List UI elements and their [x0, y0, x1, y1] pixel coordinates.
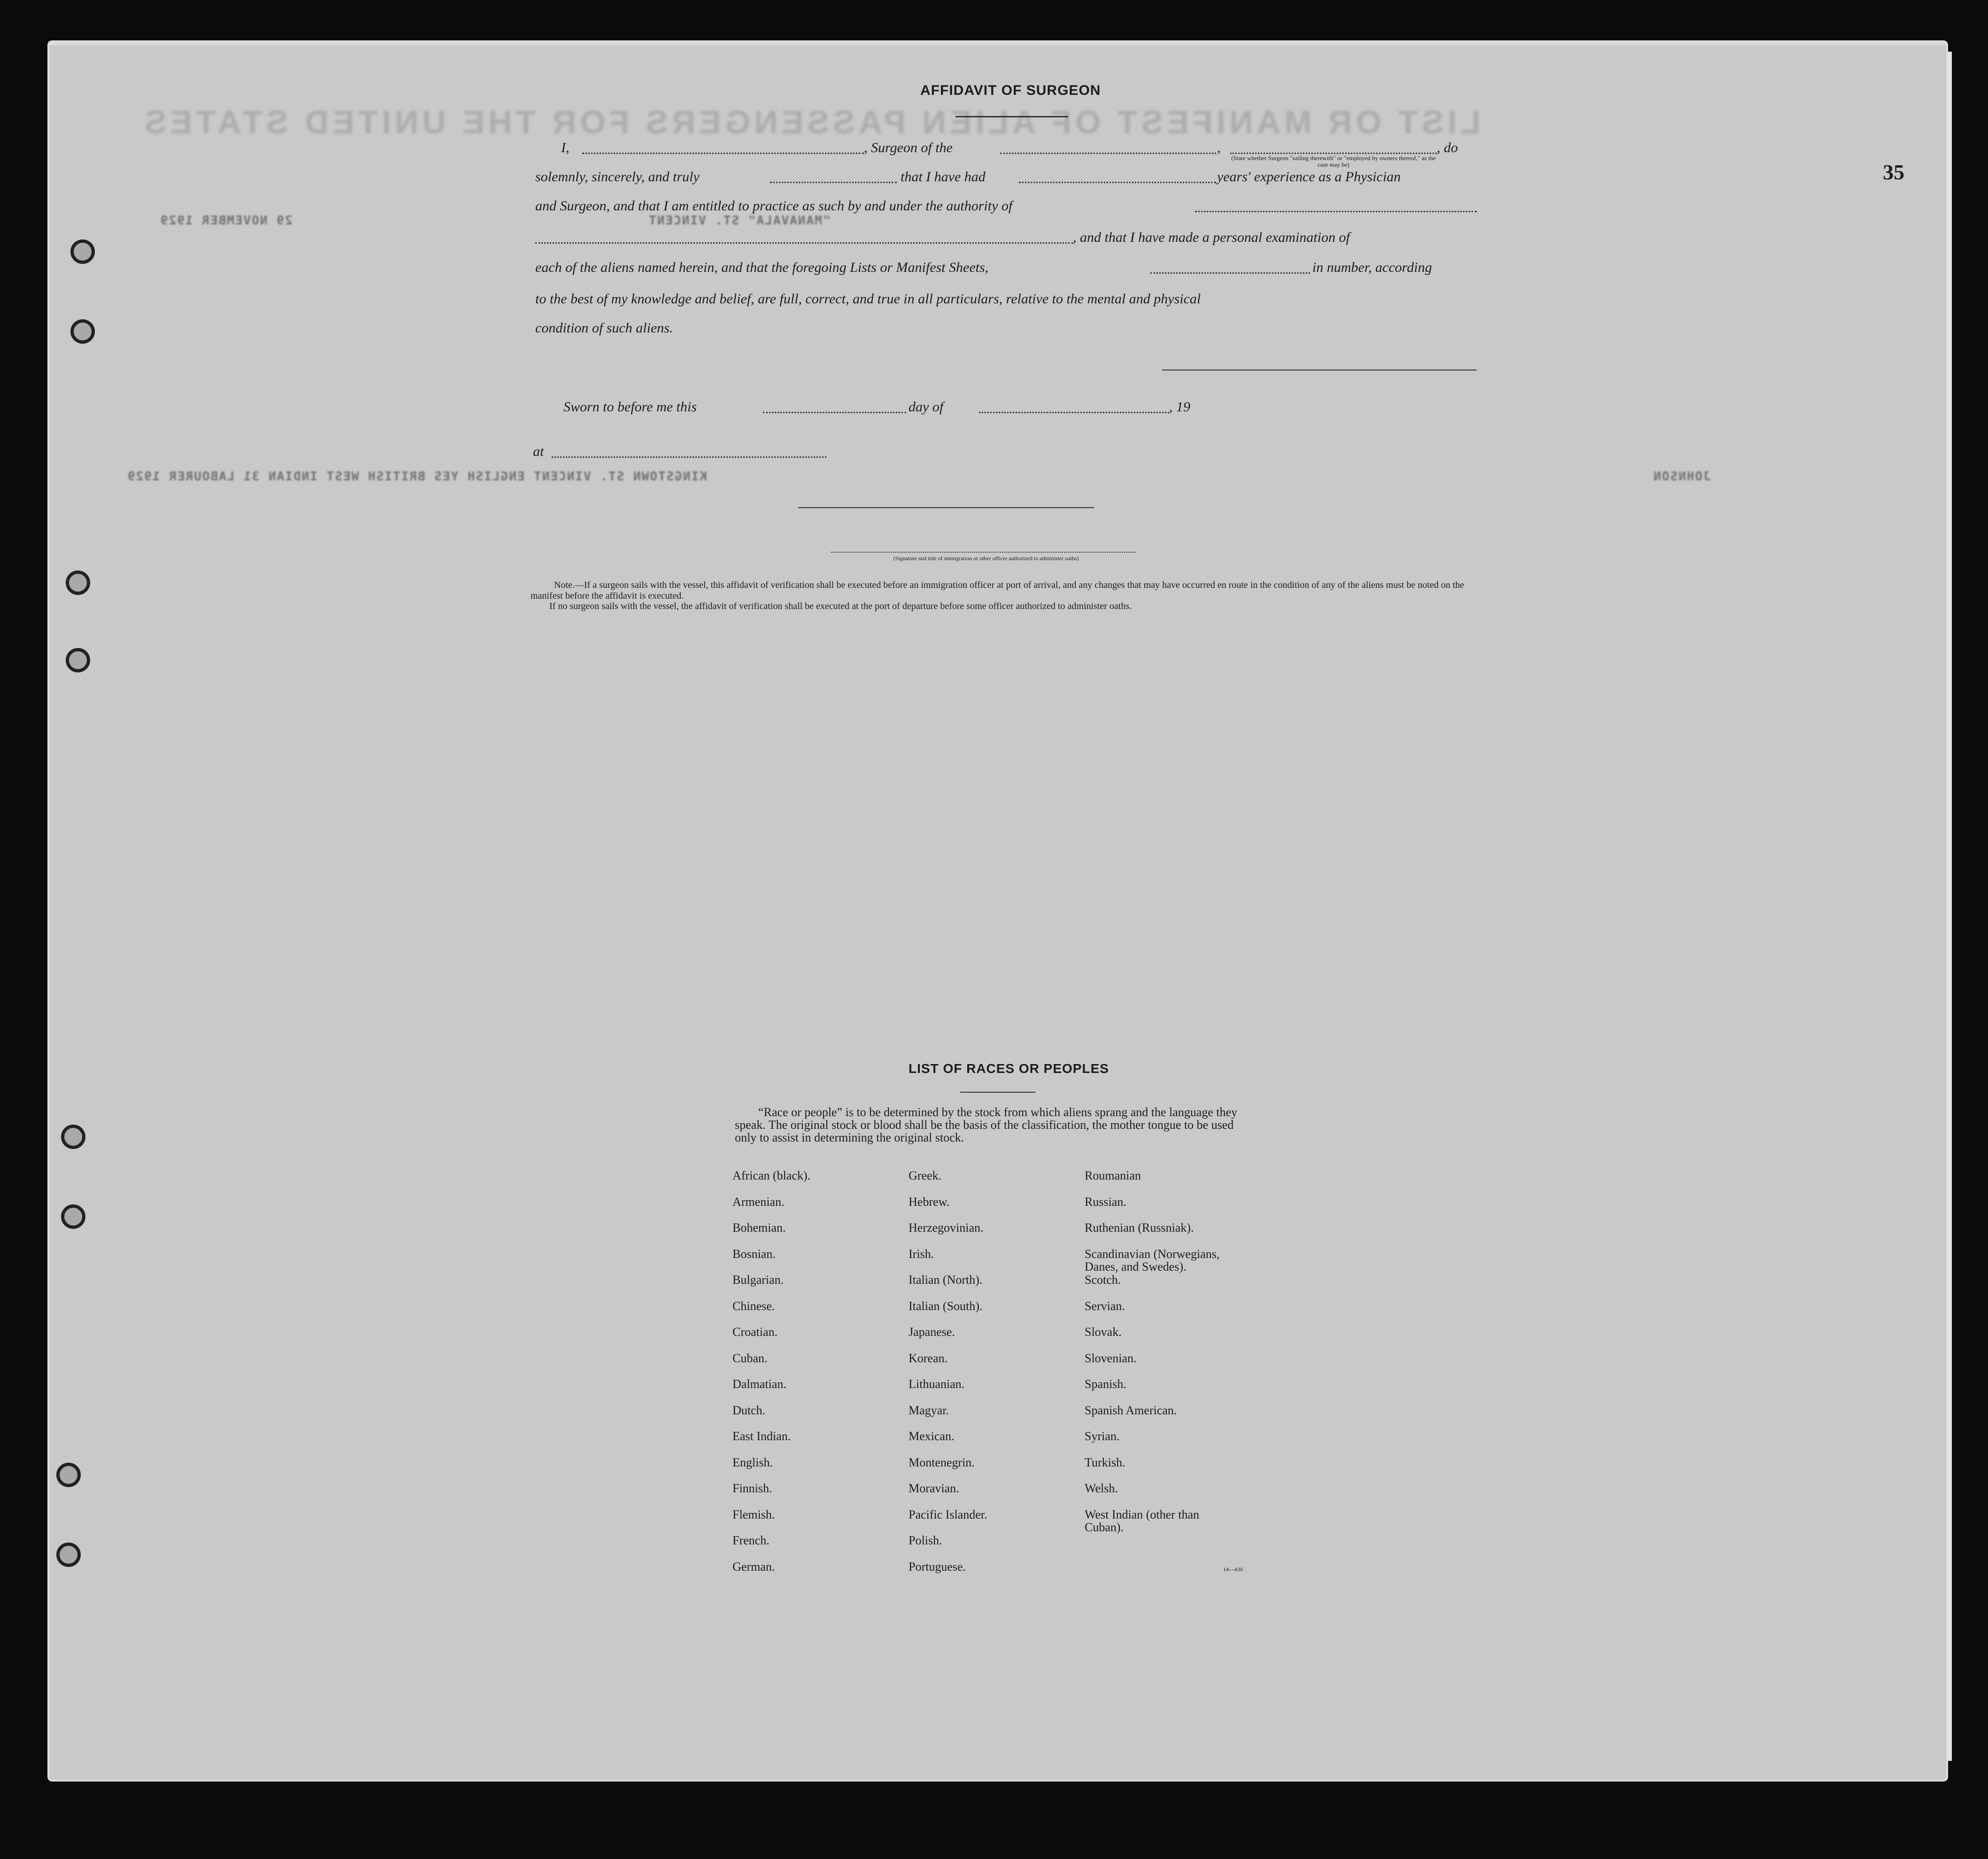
- race-entry: Irish.: [909, 1247, 934, 1261]
- affidavit-text: each of the aliens named herein, and that the foregoing Lists or Manifest Sheets,: [535, 260, 989, 275]
- race-entry: Japanese.: [909, 1325, 955, 1339]
- race-entry: Italian (North).: [909, 1273, 983, 1287]
- affidavit-text: , Surgeon of the: [864, 140, 953, 155]
- race-entry: Welsh.: [1085, 1481, 1118, 1495]
- race-entry: Roumanian: [1085, 1169, 1141, 1182]
- race-entry: Mexican.: [909, 1429, 955, 1443]
- race-entry: Dalmatian.: [732, 1377, 786, 1391]
- race-entry: Spanish.: [1085, 1377, 1126, 1391]
- binder-hole: [66, 648, 90, 672]
- blank-declaration: [770, 182, 897, 183]
- blank-authority-cont: [535, 242, 1073, 244]
- note-paragraph-2: If no surgeon sails with the vessel, the affidavit of verification shall be executed at the port of departure before some officer authorized to administer oaths.: [549, 601, 1132, 611]
- race-entry: Scotch.: [1085, 1273, 1121, 1287]
- race-entry: Pacific Islander.: [909, 1507, 987, 1521]
- race-entry: Magyar.: [909, 1403, 949, 1417]
- blank-authority: [1195, 211, 1477, 212]
- race-entry: African (black).: [732, 1169, 811, 1182]
- race-entry: Polish.: [909, 1534, 942, 1547]
- state-note: (State whether Surgeon "sailing therewith" or "employed by owners thereof," as the case may be): [1231, 154, 1436, 168]
- affidavit-text: to the best of my knowledge and belief, are full, correct, and true in all particulars, relative to the mental and physical: [535, 291, 1201, 307]
- blank-years: [1019, 182, 1216, 183]
- signature-caption: (Signature and title of immigration or other officer authorized to administer oaths): [893, 555, 1079, 562]
- race-entry: German.: [732, 1559, 775, 1574]
- race-entry: Bosnian.: [732, 1247, 776, 1261]
- affidavit-title: AFFIDAVIT OF SURGEON: [920, 83, 1101, 98]
- race-entry: Scandinavian (Norwegians, Danes, and Swedes).: [1085, 1247, 1220, 1273]
- race-entry: Moravian.: [909, 1481, 959, 1495]
- bleed-through-heading: LIST OR MANIFEST OF ALIEN PASSENGERS FOR THE UNITED STATES: [141, 104, 1481, 140]
- race-entry: English.: [732, 1455, 773, 1469]
- page-number: 35: [1883, 160, 1904, 184]
- race-entry: Greek.: [909, 1169, 942, 1182]
- race-entry: Turkish.: [1085, 1455, 1125, 1469]
- affidavit-text: that I have had: [901, 169, 986, 185]
- affidavit-text: day of: [909, 399, 944, 415]
- bleed-through-text: JOHNSON: [1653, 470, 1711, 484]
- bleed-through-text: 29 NOVEMBER 1929: [160, 214, 293, 228]
- race-entry: Lithuanian.: [909, 1377, 965, 1391]
- affidavit-text: Sworn to before me this: [563, 399, 697, 415]
- race-entry: Spanish American.: [1085, 1403, 1177, 1417]
- race-entry: Herzegovinian.: [909, 1221, 984, 1234]
- blank-vessel: [1000, 153, 1216, 154]
- affidavit-text: condition of such aliens.: [535, 320, 673, 336]
- race-entry: Chinese.: [732, 1299, 775, 1313]
- blank-place: [552, 456, 826, 458]
- affidavit-text: and Surgeon, and that I am entitled to practice as such by and under the authority of: [535, 198, 1013, 214]
- binder-hole: [66, 571, 90, 595]
- affidavit-text: , do: [1437, 140, 1458, 155]
- race-entry: East Indian.: [732, 1429, 791, 1443]
- affidavit-text: years' experience as a Physician: [1217, 169, 1401, 185]
- affidavit-text: in number, according: [1312, 260, 1432, 275]
- blank-surgeon-status: [1230, 153, 1437, 154]
- blank-month: [979, 412, 1169, 413]
- note-paragraph-1: Note.—If a surgeon sails with the vessel, this affidavit of verification shall be executed before an immigration officer at port of arrival, and any changes that may have occurred en route in the condition of any of the aliens must be noted on the manifest before the affidavit is executed.: [531, 580, 1464, 601]
- race-entry: Hebrew.: [909, 1195, 950, 1209]
- race-entry: Slovenian.: [1085, 1351, 1137, 1365]
- blank-day: [763, 412, 906, 413]
- race-entry: Ruthenian (Russniak).: [1085, 1221, 1194, 1234]
- race-entry: Italian (South).: [909, 1299, 983, 1313]
- bleed-through-text: "MANAVALA" ST. VINCENT: [648, 214, 831, 228]
- race-entry: Cuban.: [732, 1351, 768, 1365]
- officer-signature-line: [831, 552, 1136, 553]
- race-entry: Portuguese.: [909, 1559, 966, 1574]
- title-underline: [955, 116, 1068, 117]
- race-entry: Flemish.: [732, 1507, 775, 1521]
- race-entry: Korean.: [909, 1351, 948, 1365]
- races-title: LIST OF RACES OR PEOPLES: [909, 1061, 1109, 1076]
- affidavit-text: solemnly, sincerely, and truly: [535, 169, 700, 185]
- races-intro: “Race or people” is to be determined by the stock from which aliens sprang and the language they speak. The original stock or blood shall be the basis of the classification, the mother tongue to be used only to assist in determining the original stock.: [735, 1105, 1238, 1144]
- race-entry: Syrian.: [1085, 1429, 1120, 1443]
- affidavit-text: , 19: [1169, 399, 1190, 415]
- race-entry: Dutch.: [732, 1403, 766, 1417]
- binder-hole: [70, 319, 95, 344]
- binder-hole: [56, 1463, 81, 1487]
- race-entry: Armenian.: [732, 1195, 785, 1209]
- race-entry: Finnish.: [732, 1481, 772, 1495]
- race-entry: Slovak.: [1085, 1325, 1122, 1339]
- binder-hole: [70, 239, 95, 264]
- blank-sheet-count: [1150, 272, 1310, 274]
- binder-hole: [61, 1125, 85, 1149]
- affidavit-text: at: [533, 444, 544, 459]
- form-code: 14—430: [1223, 1566, 1243, 1573]
- race-entry: Montenegrin.: [909, 1455, 975, 1469]
- race-entry: Bohemian.: [732, 1221, 786, 1234]
- races-title-underline: [960, 1092, 1035, 1093]
- affidavit-text: ,: [1217, 140, 1221, 155]
- bleed-through-text: KINGSTOWN ST. VINCENT ENGLISH YES BRITISH WEST INDIAN 31 LABOURER 1929: [127, 470, 707, 484]
- binder-hole: [56, 1543, 81, 1567]
- race-entry: Servian.: [1085, 1299, 1125, 1313]
- race-entry: West Indian (other than Cuban).: [1085, 1507, 1200, 1534]
- race-entry: Croatian.: [732, 1325, 778, 1339]
- page-edge: [1948, 52, 1952, 1761]
- race-entry: Russian.: [1085, 1195, 1126, 1209]
- race-entry: French.: [732, 1534, 770, 1547]
- binder-hole: [61, 1204, 85, 1229]
- affidavit-text: I,: [561, 140, 570, 155]
- blank-surgeon-name: [582, 153, 864, 154]
- race-entry: Bulgarian.: [732, 1273, 784, 1287]
- page-edge-top: [49, 42, 1946, 45]
- affidavit-text: , and that I have made a personal examination of: [1073, 230, 1350, 245]
- officer-line: [798, 507, 1094, 508]
